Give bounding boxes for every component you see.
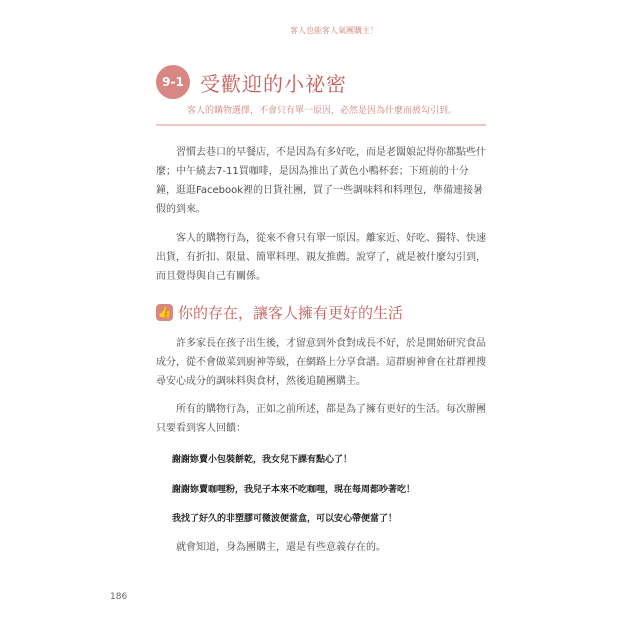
subsection-heading (156, 302, 403, 323)
thumbs-up-icon: 👍 (157, 306, 172, 319)
paragraph-1: 習慣去巷口的早餐店，不是因為有多好吃，而是老闆娘記得你都點些什麼；中午繞去7-11買咖啡，是因為推出了黃色小鴨杯套；下班前的十分鐘，逛逛Facebook裡的日貨社團，買了一些調味料和料理包，準備連接暑假的到來。 (156, 147, 486, 215)
page-number: 186 (110, 592, 128, 602)
closing-paragraph: 就會知道，身為團購主，還是有些意義存在的。 (176, 542, 386, 553)
section-title: 受歡迎的小祕密 (200, 71, 347, 96)
section-number-badge: 9-1 (156, 65, 190, 99)
customer-quote: 謝謝妳賣小包裝餅乾，我女兒下課有點心了！ (172, 455, 353, 465)
paragraph-2: 客人的購物行為，從來不會只有單一原因。離家近、好吃、獨特、快速出貨，有折扣、限量、簡單料理、親友推薦。說穿了，就是被什麼勾引到，而且覺得與自己有關係。 (156, 233, 486, 282)
section-divider (156, 124, 486, 126)
section-heading (156, 65, 347, 99)
customer-quote: 謝謝妳賣咖哩粉，我兒子本來不吃咖哩，現在每周都吵著吃！ (172, 485, 416, 495)
paragraph-4: 所有的購物行為，正如之前所述，都是為了擁有更好的生活。每次辦團只要看到客人回饋： (156, 404, 486, 434)
paragraph-3: 許多家長在孩子出生後，才留意到外食對成長不好，於是開始研究食品成分，從不會做菜到廚神等級，在網路上分享食譜。這群廚神會在社群裡搜尋安心成分的調味料與食材，然後追隨團購主。 (156, 338, 486, 387)
section-subtitle: 客人的購物選擇，不會只有單一原因，必然是因為什麼而被勾引到。 (187, 106, 458, 116)
running-header: 客人也能客人氣團購主！ (290, 26, 378, 35)
subsection-title: 你的存在，讓客人擁有更好的生活 (178, 304, 404, 322)
customer-quote: 我找了好久的非塑膠可微波便當盒，可以安心帶便當了！ (172, 514, 398, 524)
